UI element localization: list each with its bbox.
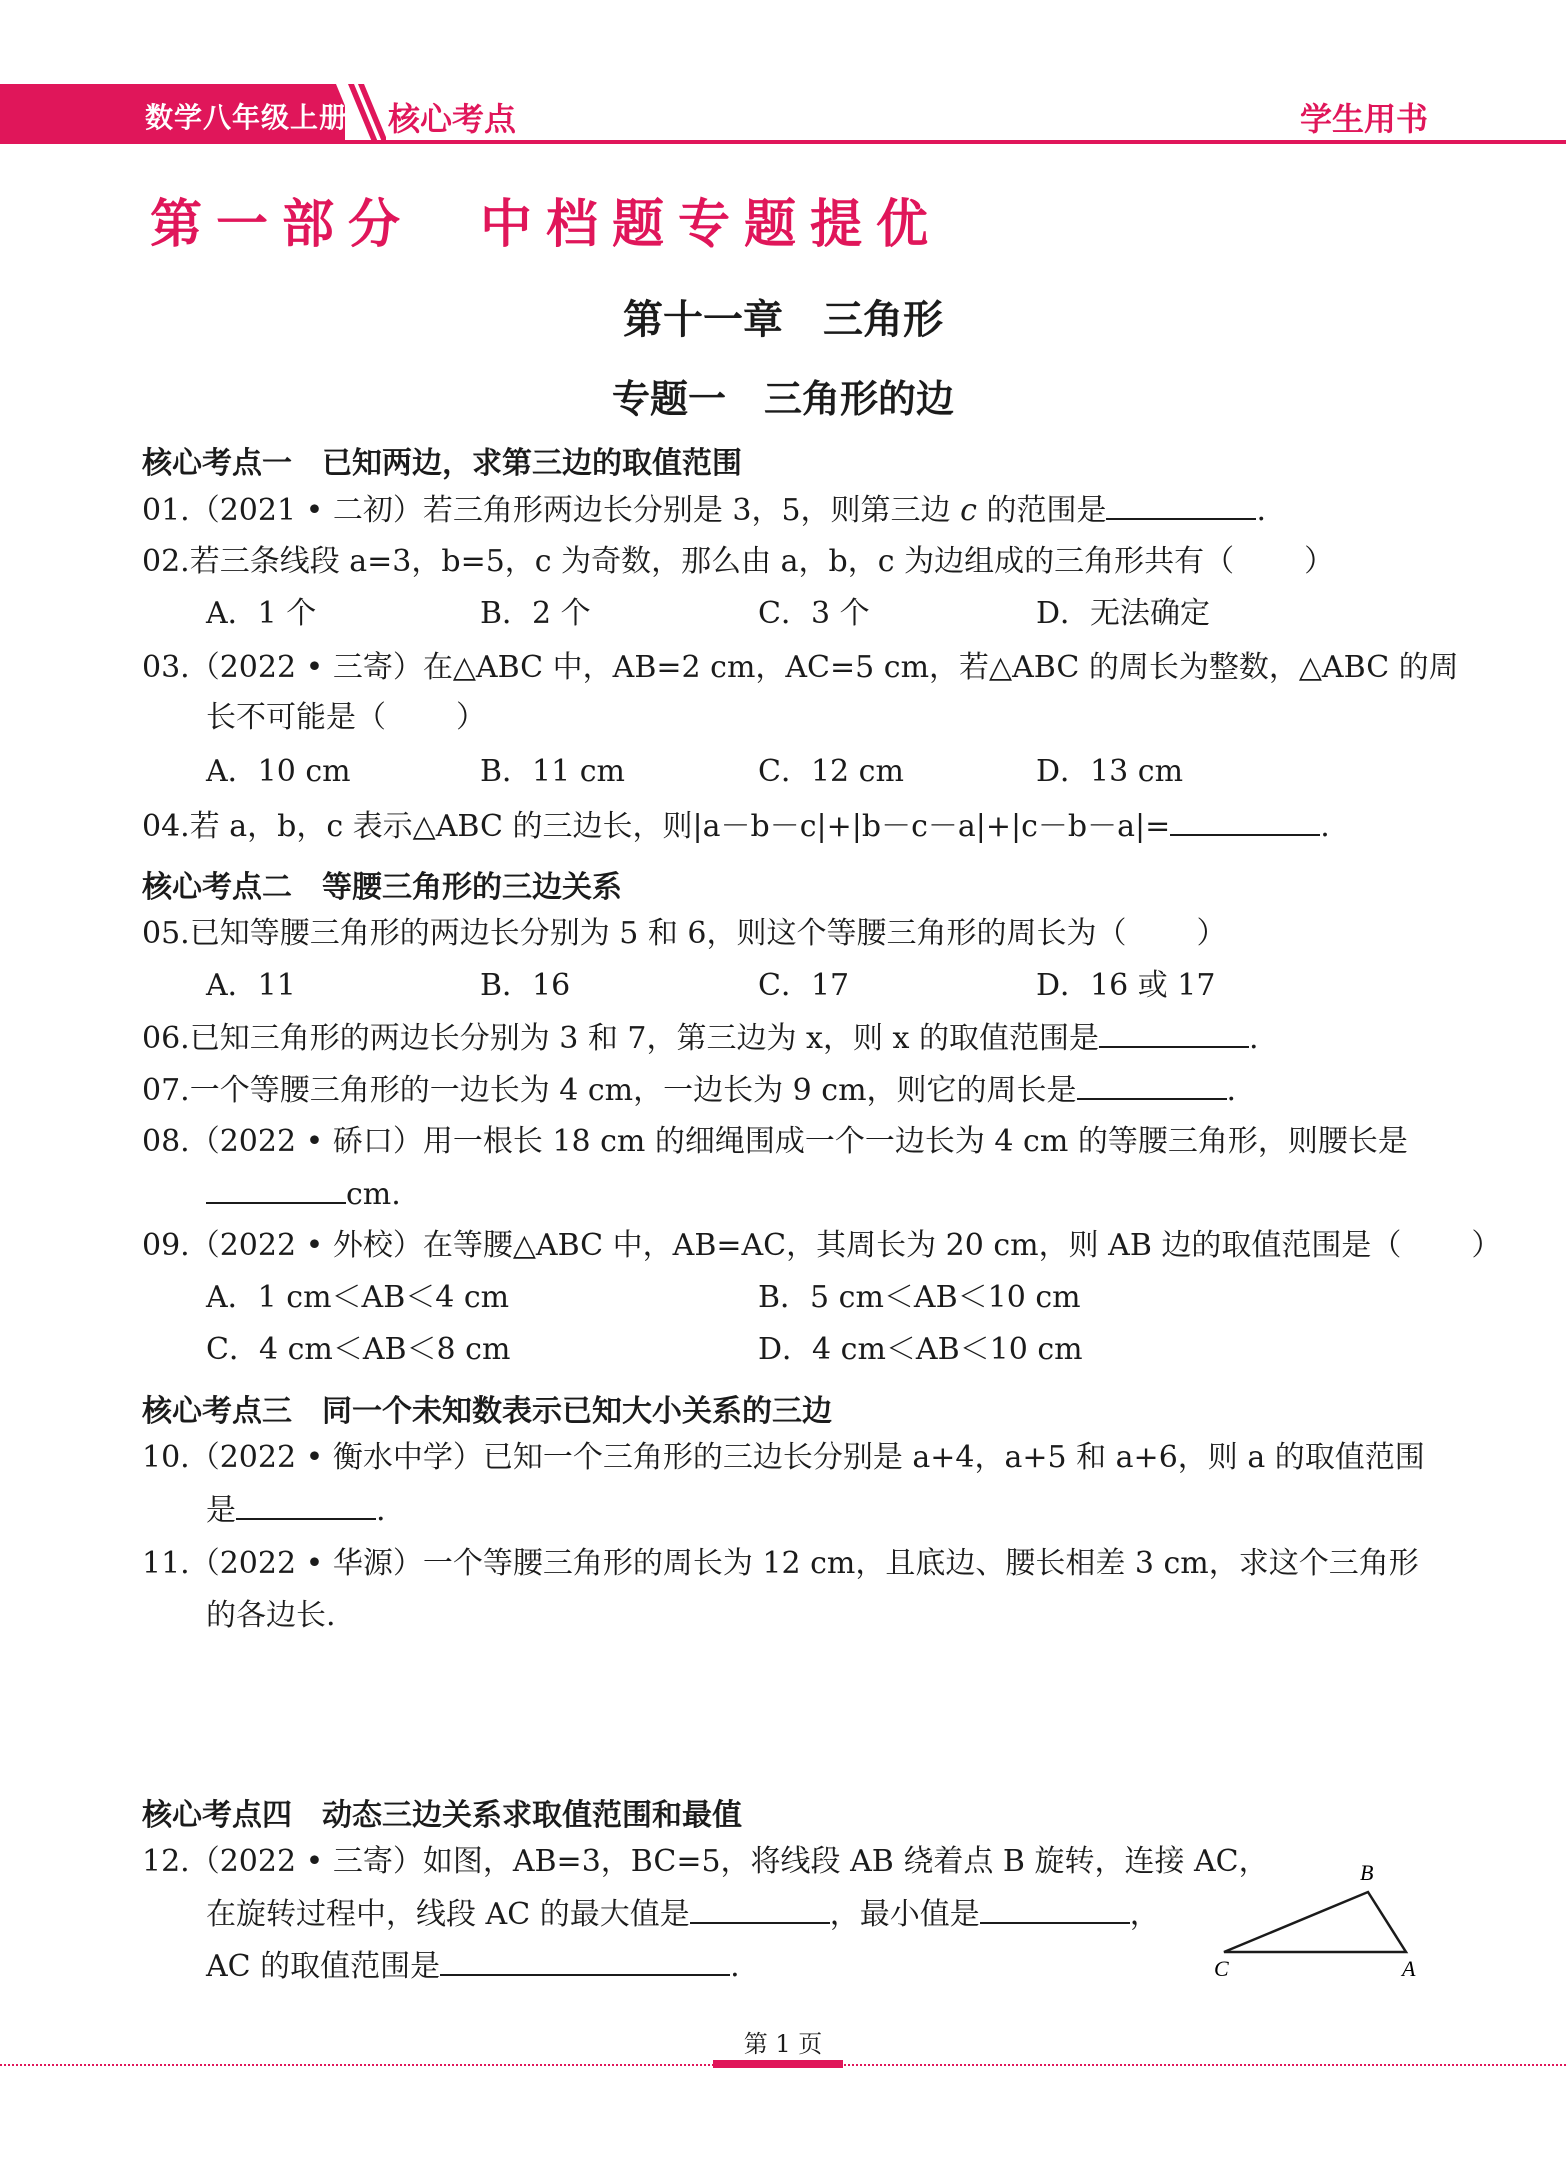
question-03: 03.（2022 • 三寄）在△ABC 中，AB=2 cm，AC=5 cm，若△ABC 的周长为整数，△ABC 的周 bbox=[142, 650, 1459, 685]
q02-option-a: A．1 个 bbox=[206, 596, 317, 631]
part-title: 第一部分 中档题专题提优 bbox=[150, 195, 943, 255]
page-header bbox=[0, 84, 1566, 146]
q03-option-d: D．13 cm bbox=[1036, 754, 1184, 789]
header-student-book: 学生用书 bbox=[1299, 100, 1428, 138]
chapter-title: 第十一章 三角形 bbox=[623, 296, 943, 343]
triangle-figure bbox=[1210, 1848, 1440, 1978]
question-09: 09.（2022 • 外校）在等腰△ABC 中，AB=AC，其周长为 20 cm，则 AB 边的取值范围是（ ） bbox=[142, 1228, 1502, 1263]
label-a: A bbox=[1402, 1956, 1416, 1978]
q09-option-a: A．1 cm＜AB＜4 cm bbox=[206, 1280, 510, 1315]
question-12-cont: 在旋转过程中，线段 AC 的最大值是 ，最小值是 ， bbox=[206, 1894, 1160, 1935]
question-07: 07.一个等腰三角形的一边长为 4 cm，一边长为 9 cm，则它的周长是 . bbox=[142, 1070, 1236, 1111]
q09-option-b: B．5 cm＜AB＜10 cm bbox=[758, 1280, 1081, 1315]
label-c: C bbox=[1214, 1956, 1229, 1978]
question-10: 10.（2022 • 衡水中学）已知一个三角形的三边长分别是 a+4，a+5 和 a+6，则 a 的取值范围 bbox=[142, 1440, 1425, 1475]
q09-option-d: D．4 cm＜AB＜10 cm bbox=[758, 1332, 1083, 1367]
question-08: 08.（2022 • 硚口）用一根长 18 cm 的细绳围成一个一边长为 4 cm 的等腰三角形，则腰长是 bbox=[142, 1124, 1408, 1159]
question-12-cont2: AC 的取值范围是 . bbox=[206, 1946, 740, 1987]
footer-bar bbox=[713, 2060, 843, 2068]
question-10-cont: 是 . bbox=[206, 1490, 386, 1531]
q03-option-b: B．11 cm bbox=[480, 754, 626, 789]
question-11-cont: 的各边长. bbox=[206, 1598, 336, 1633]
q02-option-b: B．2 个 bbox=[480, 596, 591, 631]
question-11: 11.（2022 • 华源）一个等腰三角形的周长为 12 cm，且底边、腰长相差 3 cm，求这个三角形 bbox=[142, 1546, 1419, 1581]
question-06: 06.已知三角形的两边长分别为 3 和 7，第三边为 x，则 x 的取值范围是 . bbox=[142, 1018, 1259, 1059]
q03-option-c: C．12 cm bbox=[758, 754, 904, 789]
q02-option-d: D．无法确定 bbox=[1036, 596, 1211, 631]
core-point-2: 核心考点二 等腰三角形的三边关系 bbox=[142, 870, 622, 905]
q05-option-d: D．16 或 17 bbox=[1036, 968, 1216, 1003]
header-subject: 数学八年级上册 bbox=[145, 101, 349, 134]
question-02: 02.若三条线段 a=3，b=5，c 为奇数，那么由 a，b，c 为边组成的三角形共有（ ） bbox=[142, 544, 1335, 579]
question-04: 04.若 a，b，c 表示△ABC 的三边长，则|a－b－c|+|b－c－a|+|c－b－a|= . bbox=[142, 806, 1330, 847]
header-rule bbox=[0, 140, 1566, 144]
topic-title: 专题一 三角形的边 bbox=[611, 376, 954, 421]
q05-option-a: A．11 bbox=[206, 968, 296, 1003]
question-12: 12.（2022 • 三寄）如图，AB=3，BC=5，将线段 AB 绕着点 B 旋转，连接 AC， bbox=[142, 1844, 1269, 1879]
triangle-abc bbox=[1224, 1892, 1406, 1952]
q02-option-c: C．3 个 bbox=[758, 596, 870, 631]
core-point-1: 核心考点一 已知两边，求第三边的取值范围 bbox=[142, 446, 742, 481]
question-03-cont: 长不可能是（ ） bbox=[206, 700, 486, 735]
question-05: 05.已知等腰三角形的两边长分别为 5 和 6，则这个等腰三角形的周长为（ ） bbox=[142, 916, 1227, 951]
header-core-points: 核心考点 bbox=[388, 100, 517, 138]
core-point-3: 核心考点三 同一个未知数表示已知大小关系的三边 bbox=[142, 1394, 832, 1429]
header-slash-icon bbox=[336, 84, 386, 142]
q03-option-a: A．10 cm bbox=[206, 754, 351, 789]
question-01: 01.（2021 • 二初）若三角形两边长分别是 3，5，则第三边 c 的范围是 . bbox=[142, 490, 1266, 531]
question-08-cont: cm. bbox=[206, 1174, 401, 1215]
q05-option-c: C．17 bbox=[758, 968, 850, 1003]
q05-option-b: B．16 bbox=[480, 968, 571, 1003]
page-number: 第 1 页 bbox=[743, 2030, 823, 2058]
core-point-4: 核心考点四 动态三边关系求取值范围和最值 bbox=[142, 1798, 742, 1833]
q09-option-c: C．4 cm＜AB＜8 cm bbox=[206, 1332, 511, 1367]
label-b: B bbox=[1360, 1860, 1374, 1885]
